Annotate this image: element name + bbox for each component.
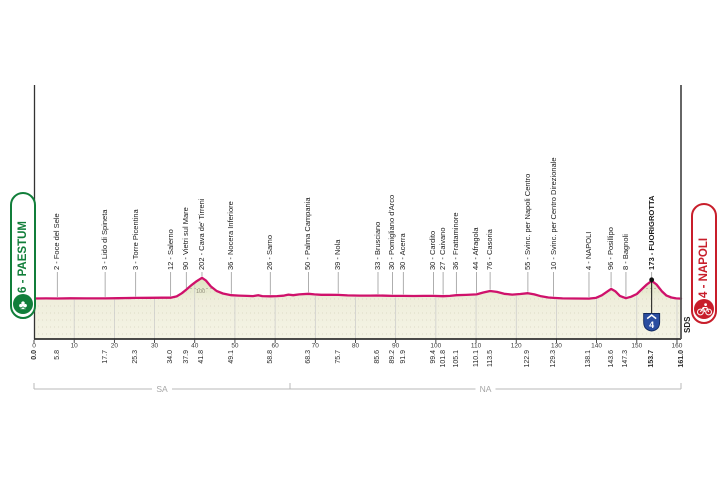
km-mark-label: 17.7 <box>101 350 109 364</box>
km-mark-label: 58.8 <box>266 350 274 364</box>
start-badge <box>10 192 36 319</box>
x-tick-label: 90 <box>392 342 400 350</box>
waypoint-label: 30 - Acerra <box>398 233 408 270</box>
waypoint-label: 36 - Nocera Inferiore <box>226 201 236 270</box>
km-mark-label: 85.6 <box>374 350 382 364</box>
x-tick-label: 120 <box>510 342 522 350</box>
waypoint-label: 4 - NAPOLI <box>583 231 593 270</box>
waypoint-label: 33 - Brusciano <box>372 221 382 270</box>
finish-area-note: SDS <box>683 316 692 333</box>
x-tick-label: 20 <box>110 342 118 350</box>
waypoint-label: 3 - Lido di Spineta <box>100 209 110 270</box>
waypoint-label: 96 - Posillipo <box>606 227 616 270</box>
x-tick-label: 50 <box>231 342 239 350</box>
x-tick-label: 0 <box>32 342 36 350</box>
waypoint-label: 44 - Afragola <box>471 227 481 270</box>
cyclist-icon <box>694 299 714 319</box>
waypoint-label: 8 - Bagnoli <box>620 234 630 270</box>
x-tick-label: 140 <box>591 342 603 350</box>
province-label: SA <box>156 383 168 394</box>
x-tick-label: 150 <box>631 342 643 350</box>
km-mark-label: 25.3 <box>132 350 140 364</box>
waypoint-label: 26 - Sarno <box>265 234 275 270</box>
km-mark-label: 129.3 <box>550 350 558 368</box>
waypoint-label: 30 - Pomigliano d'Arco <box>387 194 397 270</box>
waypoint-label: 90 - Vietri sul Mare <box>181 207 191 270</box>
waypoint-label: 202 - Cava de' Tirreni <box>196 198 206 270</box>
svg-text:4: 4 <box>649 320 655 331</box>
club-icon: ♣ <box>13 294 33 314</box>
profile-area-fill <box>34 278 681 339</box>
waypoint-label: 76 - Casoria <box>485 229 495 270</box>
waypoint-label: 36 - Frattaminore <box>451 212 461 270</box>
km-mark-label: 153.7 <box>648 350 656 368</box>
x-tick-label: 110 <box>470 342 482 350</box>
km-mark-label: 0.0 <box>30 350 38 360</box>
km-mark-label: 49.1 <box>227 350 235 364</box>
km-mark-label: 161.0 <box>677 350 685 368</box>
km-mark-label: 68.3 <box>304 350 312 364</box>
x-tick-label: 160 <box>671 342 683 350</box>
km-mark-label: 110.1 <box>472 350 480 367</box>
x-tick-label: 100 <box>430 342 442 350</box>
waypoint-label: 2 - Foce del Sele <box>52 213 62 270</box>
km-mark-label: 34.0 <box>167 350 175 364</box>
profile-line <box>34 278 681 299</box>
km-mark-label: 143.6 <box>607 350 615 368</box>
elevation-gridline-label: 100 <box>196 289 206 295</box>
category-climb-icon <box>644 314 660 332</box>
start-badge-label: 6 - PAESTUM <box>17 221 29 293</box>
km-mark-label: 75.7 <box>334 350 342 364</box>
km-mark-label: 99.4 <box>429 350 437 364</box>
km-mark-label: 113.5 <box>486 350 494 367</box>
x-tick-label: 80 <box>351 342 360 350</box>
x-tick-label: 40 <box>191 342 199 350</box>
km-mark-label: 5.8 <box>53 350 61 360</box>
km-mark-label: 105.1 <box>452 350 460 368</box>
x-tick-label: 70 <box>311 342 319 350</box>
x-tick-label: 60 <box>271 342 279 350</box>
waypoint-label: 173 - FUORIGROTTA <box>646 195 656 270</box>
km-mark-label: 41.8 <box>198 350 206 364</box>
waypoint-label: 3 - Torre Picentina <box>130 209 140 270</box>
summit-dot <box>649 277 654 282</box>
waypoint-label: 10 - Svinc. per Centro Direzionale <box>548 157 558 270</box>
x-tick-label: 10 <box>70 342 78 350</box>
waypoint-label: 50 - Palma Campania <box>303 197 313 270</box>
waypoint-label: 39 - Nola <box>333 239 343 270</box>
km-mark-label: 101.8 <box>439 350 447 368</box>
km-mark-label: 37.9 <box>182 350 190 364</box>
km-mark-label: 147.3 <box>622 350 630 368</box>
finish-badge <box>691 203 717 324</box>
km-mark-label: 89.2 <box>388 350 396 364</box>
km-mark-label: 138.1 <box>585 350 593 368</box>
km-mark-label: 122.9 <box>524 350 532 368</box>
waypoint-label: 55 - Svinc. per Napoli Centro <box>522 173 532 270</box>
km-mark-label: 91.9 <box>399 350 407 364</box>
province-label: NA <box>479 383 492 394</box>
finish-badge-label: 4 - NAPOLI <box>698 237 710 298</box>
waypoint-label: 27 - Caivano <box>438 227 448 270</box>
x-tick-label: 130 <box>550 342 562 350</box>
waypoint-label: 12 - Salerno <box>165 229 175 270</box>
waypoint-label: 30 - Cardito <box>428 230 438 270</box>
x-tick-label: 30 <box>150 342 159 350</box>
